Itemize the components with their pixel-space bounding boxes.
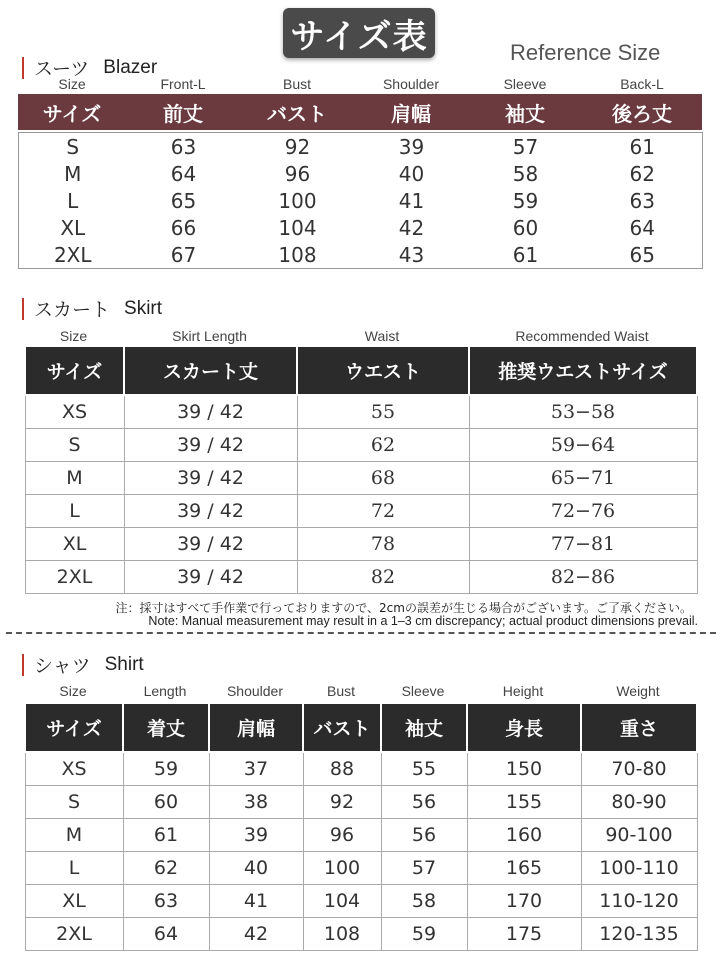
shirt-table xyxy=(24,702,698,951)
table-cell: 63 xyxy=(170,134,197,159)
header-en: Weight xyxy=(616,683,660,699)
table-cell: 120-135 xyxy=(581,918,697,951)
skirt-table xyxy=(24,345,698,594)
table-cell: 104 xyxy=(303,885,381,918)
table-cell: 108 xyxy=(303,918,381,951)
table-cell: 64 xyxy=(170,161,197,186)
table-cell: 70-80 xyxy=(581,752,697,786)
table-cell: 56 xyxy=(381,786,467,819)
table-row xyxy=(25,429,697,462)
table-row xyxy=(25,528,697,561)
table-cell: 57 xyxy=(381,852,467,885)
table-row xyxy=(25,885,697,918)
header-jp: 肩幅 xyxy=(209,703,303,752)
table-cell: 40 xyxy=(398,161,425,186)
header-jp: サイズ xyxy=(25,346,124,395)
table-cell: S xyxy=(25,429,124,462)
header-en: Shoulder xyxy=(226,683,284,699)
section-marker xyxy=(22,298,24,320)
table-cell: 82−86 xyxy=(469,561,697,594)
header-jp: 着丈 xyxy=(123,703,209,752)
table-cell: 96 xyxy=(303,819,381,852)
blazer-title-jp: スーツ xyxy=(34,58,90,80)
header-jp: ウエスト xyxy=(297,346,469,395)
table-cell: 92 xyxy=(303,786,381,819)
table-cell: 77−81 xyxy=(469,528,697,561)
table-cell: 60 xyxy=(123,786,209,819)
table-cell: 80-90 xyxy=(581,786,697,819)
table-cell: 72 xyxy=(297,495,469,528)
table-row xyxy=(19,187,703,214)
table-cell: 39 / 42 xyxy=(124,395,297,429)
header-en: Back-L xyxy=(620,76,664,92)
header-en: Height xyxy=(502,683,544,699)
shirt-header-row xyxy=(25,703,697,752)
reference-size-label: Reference Size xyxy=(510,40,661,65)
table-cell: 59−64 xyxy=(469,429,697,462)
table-cell: 64 xyxy=(123,918,209,951)
table-row xyxy=(25,819,697,852)
table-cell: 38 xyxy=(209,786,303,819)
table-cell: 41 xyxy=(209,885,303,918)
shirt-section-header xyxy=(22,651,144,678)
blazer-table xyxy=(18,132,703,269)
table-cell: 61 xyxy=(629,134,655,159)
table-cell: 170 xyxy=(467,885,581,918)
table-cell: 42 xyxy=(209,918,303,951)
header-en: Bust xyxy=(326,683,355,699)
table-cell: 55 xyxy=(381,752,467,786)
table-cell: 96 xyxy=(284,161,311,186)
table-cell: 90-100 xyxy=(581,819,697,852)
table-cell: 39 / 42 xyxy=(124,429,297,462)
table-cell: 2XL xyxy=(25,561,124,594)
table-cell: 58 xyxy=(512,161,539,186)
section-marker xyxy=(22,654,24,676)
table-cell: 59 xyxy=(512,188,539,213)
table-cell: 43 xyxy=(398,242,425,267)
table-cell: 39 xyxy=(398,134,425,159)
header-en: Recommended Waist xyxy=(515,328,649,344)
table-cell: 61 xyxy=(512,242,539,267)
table-cell: 40 xyxy=(209,852,303,885)
table-row xyxy=(25,786,697,819)
table-cell: XS xyxy=(25,752,123,786)
blazer-header-row xyxy=(18,94,702,130)
table-cell: 42 xyxy=(398,215,425,240)
table-cell: 56 xyxy=(381,819,467,852)
table-row xyxy=(25,495,697,528)
table-cell: 78 xyxy=(297,528,469,561)
shirt-en-headers xyxy=(24,683,696,699)
table-cell: L xyxy=(67,188,79,213)
table-cell: 59 xyxy=(123,752,209,786)
table-cell: S xyxy=(66,134,80,159)
header-en: Shoulder xyxy=(382,76,440,92)
table-cell: 65 xyxy=(629,242,655,267)
table-cell: S xyxy=(25,786,123,819)
shirt-title-jp: シャツ xyxy=(34,655,91,677)
skirt-header-row xyxy=(25,346,697,395)
table-cell: 53−58 xyxy=(469,395,697,429)
table-cell: 41 xyxy=(398,188,425,213)
header-jp: 肩幅 xyxy=(391,101,431,126)
header-jp: 袖丈 xyxy=(381,703,467,752)
header-jp: 後ろ丈 xyxy=(612,101,672,126)
table-row xyxy=(19,241,703,269)
table-row xyxy=(25,918,697,951)
table-cell: 2XL xyxy=(53,242,92,267)
table-cell: L xyxy=(25,495,124,528)
table-cell: 100-110 xyxy=(581,852,697,885)
table-row xyxy=(25,752,697,786)
header-jp: 身長 xyxy=(467,703,581,752)
table-row xyxy=(19,160,703,187)
header-en: Front-L xyxy=(160,76,206,92)
table-cell: 165 xyxy=(467,852,581,885)
table-cell: M xyxy=(64,161,82,186)
table-cell: 61 xyxy=(123,819,209,852)
table-cell: 104 xyxy=(278,215,317,240)
table-cell: 62 xyxy=(123,852,209,885)
table-cell: 2XL xyxy=(25,918,123,951)
table-cell: 39 / 42 xyxy=(124,561,297,594)
table-cell: 59 xyxy=(381,918,467,951)
table-cell: 62 xyxy=(297,429,469,462)
skirt-section-header xyxy=(22,295,162,322)
table-cell: 64 xyxy=(629,215,655,240)
skirt-title-jp: スカート xyxy=(34,299,111,321)
table-cell: 58 xyxy=(381,885,467,918)
table-row xyxy=(25,462,697,495)
table-row xyxy=(25,852,697,885)
table-cell: 37 xyxy=(209,752,303,786)
header-en: Size xyxy=(58,76,86,92)
header-jp: 重さ xyxy=(581,703,697,752)
header-en: Size xyxy=(59,683,87,699)
header-en: Length xyxy=(143,683,187,699)
header-jp: バスト xyxy=(267,101,327,126)
header-jp: バスト xyxy=(303,703,381,752)
table-cell: 63 xyxy=(123,885,209,918)
header-jp: サイズ xyxy=(25,703,123,752)
table-cell: 100 xyxy=(278,188,317,213)
table-cell: 62 xyxy=(629,161,655,186)
table-cell: 63 xyxy=(629,188,655,213)
table-cell: 160 xyxy=(467,819,581,852)
table-cell: 55 xyxy=(297,395,469,429)
table-cell: 175 xyxy=(467,918,581,951)
table-cell: 100 xyxy=(303,852,381,885)
table-cell: 110-120 xyxy=(581,885,697,918)
page-title: サイズ表 xyxy=(283,8,435,58)
shirt-title-en: Shirt xyxy=(104,653,144,675)
table-cell: XS xyxy=(25,395,124,429)
table-cell: 150 xyxy=(467,752,581,786)
table-cell: XL xyxy=(60,215,86,240)
header-jp: 推奨ウエストサイズ xyxy=(469,346,697,395)
header-en: Size xyxy=(59,328,88,344)
table-cell: 57 xyxy=(512,134,539,159)
table-cell: 65 xyxy=(170,188,197,213)
skirt-title-en: Skirt xyxy=(124,297,163,319)
table-cell: 82 xyxy=(297,561,469,594)
table-cell: 92 xyxy=(284,134,311,159)
header-en: Skirt Length xyxy=(172,328,247,344)
table-cell: 65−71 xyxy=(469,462,697,495)
table-cell: 155 xyxy=(467,786,581,819)
table-cell: 66 xyxy=(170,215,197,240)
note-jp: 注：採寸はすべて手作業で行っておりますので、2cmの誤差が生じる場合がございます。ご了承ください。 xyxy=(115,601,692,615)
table-cell: 39 xyxy=(209,819,303,852)
table-cell: L xyxy=(25,852,123,885)
header-jp: 前丈 xyxy=(163,101,203,126)
table-cell: 68 xyxy=(297,462,469,495)
table-cell: M xyxy=(25,819,123,852)
table-cell: M xyxy=(25,462,124,495)
table-cell: 67 xyxy=(170,242,197,267)
section-divider xyxy=(6,632,716,634)
note-en: Note: Manual measurement may result in a 1–3 cm discrepancy; actual product dimensions prevail. xyxy=(148,614,698,628)
table-cell: 39 / 42 xyxy=(124,495,297,528)
header-en: Sleeve xyxy=(503,76,547,92)
table-cell: 72−76 xyxy=(469,495,697,528)
table-cell: XL xyxy=(25,528,124,561)
table-row xyxy=(25,395,697,429)
header-jp: 袖丈 xyxy=(505,101,545,126)
table-row xyxy=(19,214,703,241)
table-cell: 39 / 42 xyxy=(124,462,297,495)
header-en: Bust xyxy=(282,76,311,92)
header-jp: サイズ xyxy=(42,101,102,126)
header-jp: スカート丈 xyxy=(124,346,297,395)
table-cell: 60 xyxy=(512,215,539,240)
skirt-en-headers xyxy=(24,328,696,344)
table-cell: XL xyxy=(25,885,123,918)
table-row xyxy=(25,561,697,594)
blazer-en-headers xyxy=(18,76,702,92)
table-cell: 88 xyxy=(303,752,381,786)
table-cell: 108 xyxy=(278,242,317,267)
blazer-title-en: Blazer xyxy=(103,56,158,78)
header-en: Sleeve xyxy=(401,683,445,699)
table-cell: 39 / 42 xyxy=(124,528,297,561)
table-row xyxy=(19,133,703,161)
header-en: Waist xyxy=(364,328,400,344)
